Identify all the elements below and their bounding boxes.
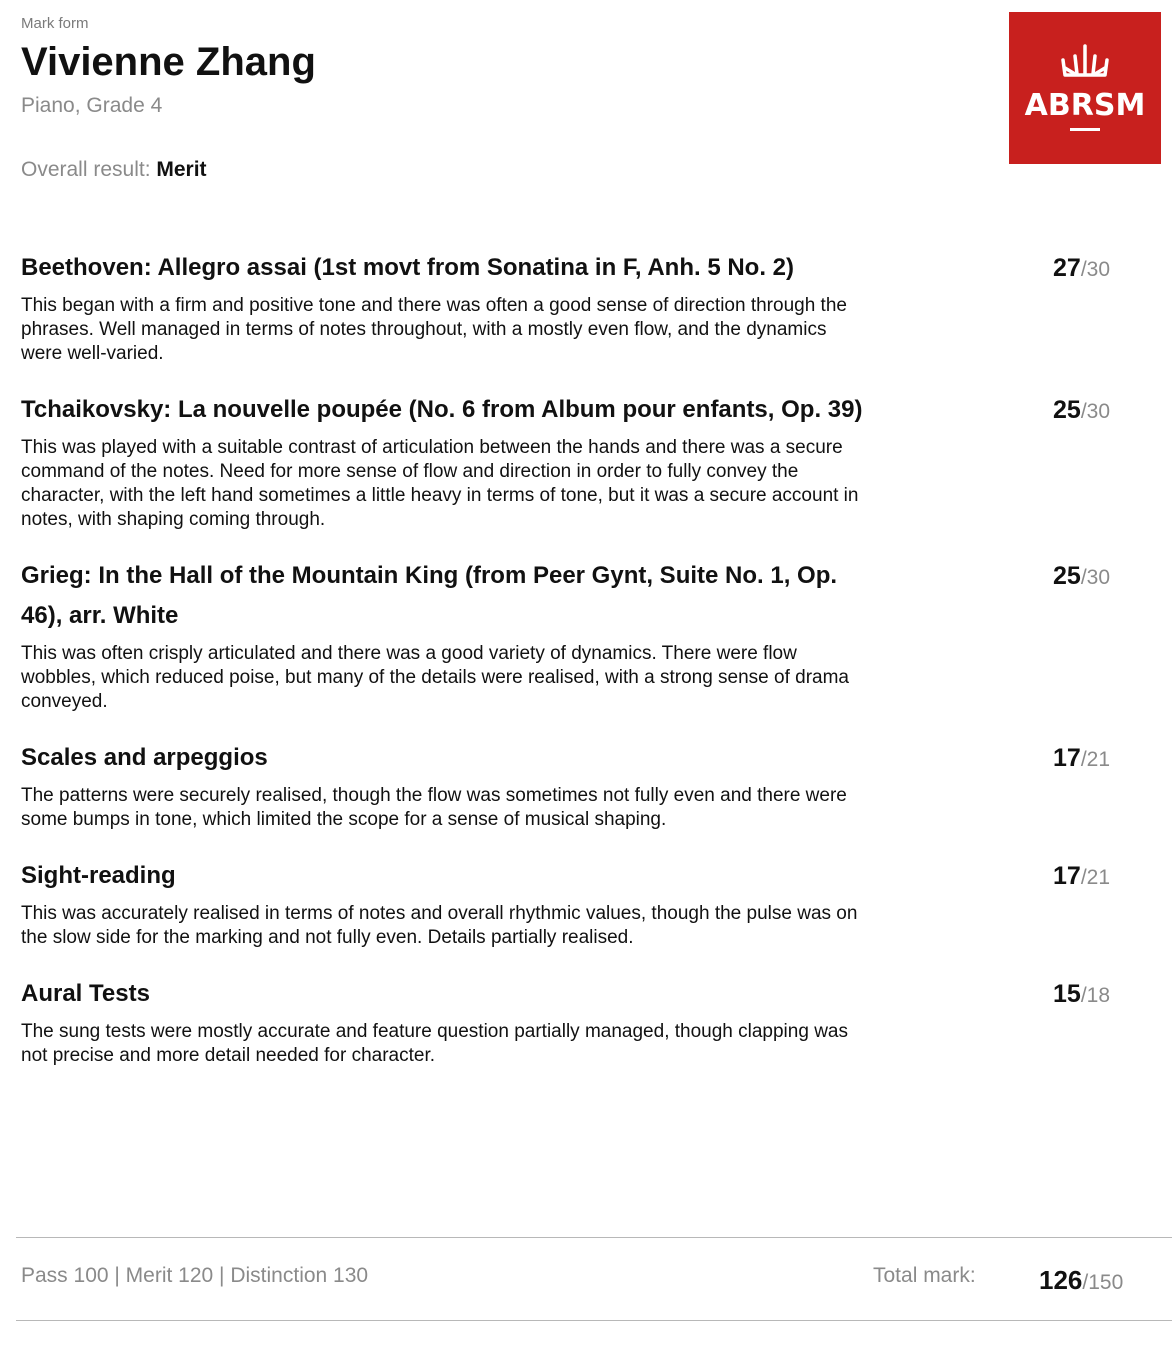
item-comment: This was accurately realised in terms of notes and overall rhythmic values, though the pulse was on the slow side for the marking and not fully even. Details partially realised. <box>21 903 858 948</box>
item-title: Grieg: In the Hall of the Mountain King (from Peer Gynt, Suite No. 1, Op. 46), arr. White <box>21 562 838 629</box>
mark-item <box>21 856 1131 950</box>
item-comment: The sung tests were mostly accurate and feature question partially managed, though clapping was not precise and more detail needed for character. <box>21 1021 848 1066</box>
item-score <box>1053 979 1110 1011</box>
score-max: /30 <box>1080 258 1111 281</box>
mark-item <box>21 738 1131 832</box>
candidate-name: Vivienne Zhang <box>21 40 316 84</box>
item-score <box>1053 861 1110 893</box>
score-value: 15 <box>1053 980 1081 1008</box>
divider-top <box>16 1237 1172 1238</box>
score-value: 25 <box>1053 396 1081 424</box>
item-comment: This was played with a suitable contrast of articulation between the hands and there was a secure command of the notes. Need for more sense of flow and direction in order to fully convey the character, with the left hand sometimes a little heavy in terms of tone, but it was a secure account in notes, with shaping coming through. <box>21 437 859 530</box>
score-max: /30 <box>1080 400 1111 423</box>
item-title: Aural Tests <box>21 980 150 1007</box>
item-title: Tchaikovsky: La nouvelle poupée (No. 6 from Album pour enfants, Op. 39) <box>21 396 863 423</box>
item-comment: The patterns were securely realised, though the flow was sometimes not fully even and there were some bumps in tone, which limited the scope for a sense of musical shaping. <box>21 785 847 830</box>
score-value: 25 <box>1053 562 1081 590</box>
crown-icon <box>1009 12 1161 164</box>
score-value: 27 <box>1053 254 1081 282</box>
mark-form-header <box>21 14 981 184</box>
logo-text: ABRSM <box>1024 88 1146 123</box>
item-title: Beethoven: Allegro assai (1st movt from Sonatina in F, Anh. 5 No. 2) <box>21 254 795 281</box>
score-value: 17 <box>1053 862 1081 890</box>
total-footer <box>21 1262 1151 1296</box>
form-type-label: Mark form <box>21 15 89 32</box>
item-score <box>1053 561 1110 593</box>
score-value: 17 <box>1053 744 1081 772</box>
divider-bottom <box>16 1320 1172 1321</box>
mark-item <box>21 974 1131 1068</box>
score-max: /21 <box>1080 866 1111 889</box>
overall-result-value: Merit <box>156 158 207 181</box>
overall-result <box>21 156 981 184</box>
item-title: Sight-reading <box>21 862 176 889</box>
mark-item <box>21 248 1131 366</box>
mark-item <box>21 556 1131 714</box>
item-score <box>1053 253 1110 285</box>
score-max: /18 <box>1080 984 1111 1007</box>
item-score <box>1053 395 1110 427</box>
item-title: Scales and arpeggios <box>21 744 268 771</box>
mark-items <box>21 248 1131 1092</box>
total-mark <box>1039 1264 1123 1299</box>
score-max: /30 <box>1080 566 1111 589</box>
mark-item <box>21 390 1131 532</box>
total-score-max: /150 <box>1082 1271 1124 1294</box>
score-max: /21 <box>1080 748 1111 771</box>
item-score <box>1053 743 1110 775</box>
abrsm-logo <box>1009 12 1161 164</box>
overall-result-label: Overall result: <box>21 158 157 181</box>
item-comment: This began with a firm and positive tone and there was often a good sense of direction through the phrases. Well managed in terms of notes throughout, with a mostly even flow, and the dynamics were well-varied. <box>21 295 847 364</box>
exam-subject: Piano, Grade 4 <box>21 94 163 117</box>
item-comment: This was often crisply articulated and there was a good variety of dynamics. There were flow wobbles, which reduced poise, but many of the details were realised, with a strong sense of drama conveyed. <box>21 643 850 712</box>
total-mark-label: Total mark: <box>873 1264 976 1287</box>
total-score-value: 126 <box>1039 1265 1083 1295</box>
grade-thresholds: Pass 100 | Merit 120 | Distinction 130 <box>21 1264 369 1287</box>
